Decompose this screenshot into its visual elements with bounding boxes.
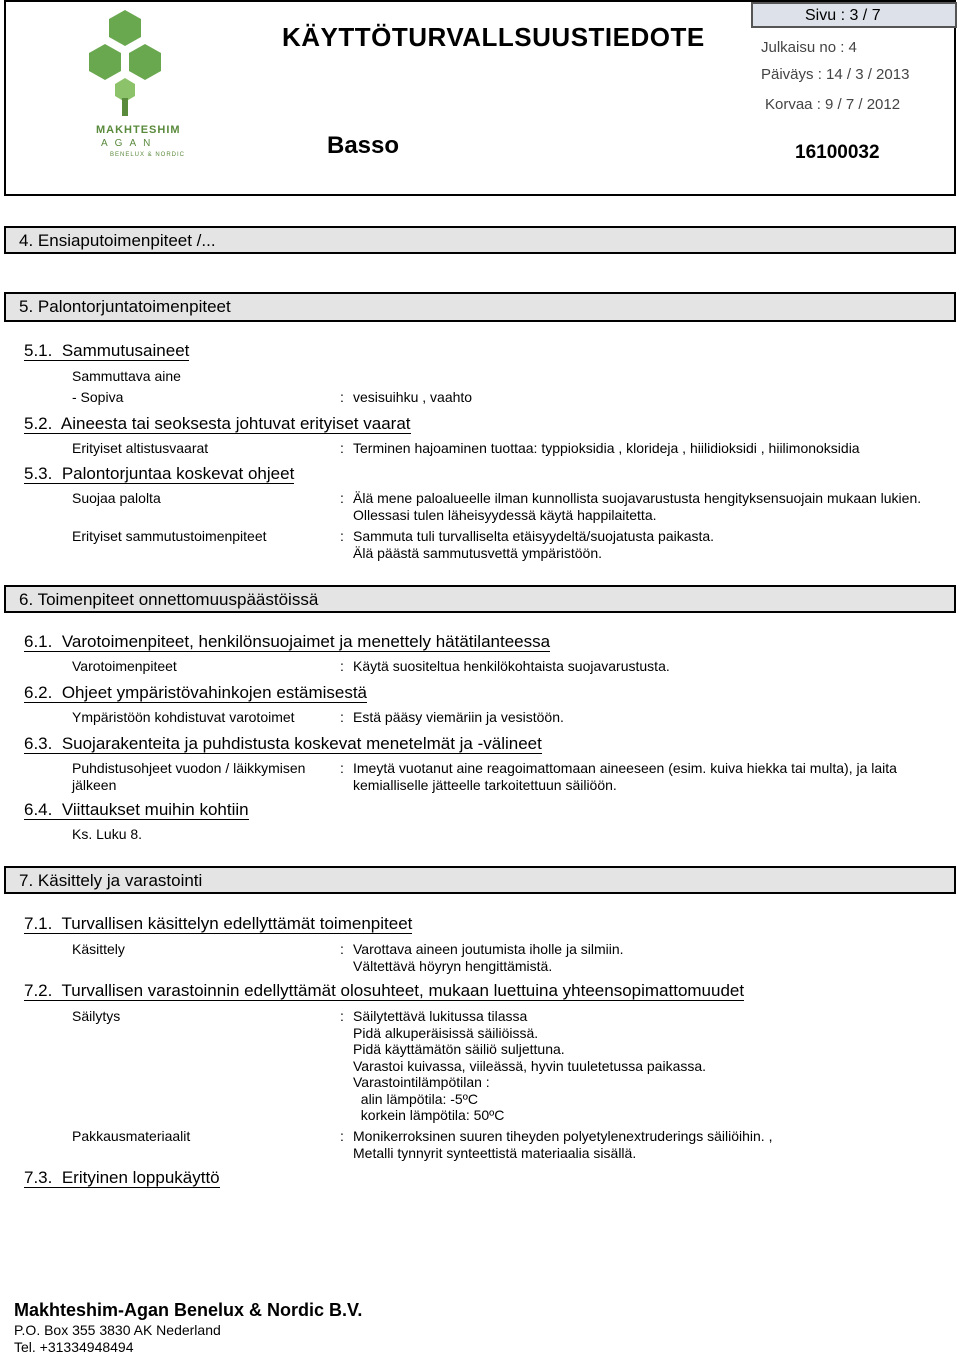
page-number: Sivu : 3 / 7 [805,7,881,24]
product-name: Basso [327,132,400,159]
section-6-title: 6. Toimenpiteet onnettomuuspäästöissä [19,590,319,609]
section-6-bar [4,585,956,613]
section-7-bar [4,866,956,894]
page-number-box [751,2,957,28]
colon: : [340,440,344,456]
colon: : [340,528,344,544]
value-environmental: Estä pääsy viemäriin ja vesistöön. [353,709,564,725]
value-special-hazards: Terminen hajoaminen tuottaa: typpioksidia , klorideja , hiilidioksidi , hiilimonoksidia [353,440,860,456]
product-code: 16100032 [795,142,880,163]
value-precautions: Käytä suositeltua henkilökohtaista suojavarustusta. [353,658,670,674]
section-5-title: 5. Palontorjuntatoimenpiteet [19,297,231,316]
value-suitable: vesisuihku , vaahto [353,389,473,405]
label-storage: Säilytys [72,1008,121,1024]
subsection-5-2-heading: 5.2. Aineesta tai seoksesta johtuvat erityiset vaarat [24,414,411,433]
value-storage [353,1008,706,1124]
subsection-7-3-heading: 7.3. Erityinen loppukäyttö [24,1168,220,1187]
storage-line: Varastointilämpötilan : [353,1074,490,1090]
colon: : [340,709,344,725]
colon: : [340,389,344,405]
footer-address: P.O. Box 355 3830 AK Nederland [14,1322,221,1338]
label-extinguishing-agent: Sammuttava aine [72,368,181,384]
subsection-6-4-heading: 6.4. Viittaukset muihin kohtiin [24,800,249,819]
value-protect-from-fire: Älä mene paloalueelle ilman kunnollista suojavarustusta hengityksensuojain mukaan lukien. Ollessasi tulen läheisyydessä käytä happilaitetta. [353,490,922,523]
label-cleanup: Puhdistusohjeet vuodon / läikkymisen jälkeen [72,760,306,793]
subsection-6-3-heading: 6.3. Suojarakenteita ja puhdistusta koskevat menetelmät ja -välineet [24,734,542,753]
logo-text-agan: AGAN [101,138,158,149]
logo-text-main: MAKHTESHIM [96,124,181,136]
subsection-5-3-heading: 5.3. Palontorjuntaa koskevat ohjeet [24,464,295,483]
value-handling: Varottava aineen joutumista iholle ja silmiin. Vältettävä höyryn hengittämistä. [353,941,624,974]
section-7-title: 7. Käsittely ja varastointi [19,871,203,890]
label-protect-from-fire: Suojaa palolta [72,490,161,506]
storage-line: Pidä käyttämätön säiliö suljettuna. [353,1041,565,1057]
label-environmental: Ympäristöön kohdistuvat varotoimet [72,709,295,725]
document-title: KÄYTTÖTURVALLSUUSTIEDOTE [282,22,705,52]
subsection-6-1-heading: 6.1. Varotoimenpiteet, henkilönsuojaimet ja menettely hätätilanteessa [24,632,551,651]
value-packaging: Monikerroksinen suuren tiheyden polyetylenextruderings säiliöihin. , Metalli tynnyrit synteettistä materiaalia sisällä. [353,1128,773,1161]
storage-line: Varastoi kuivassa, viileässä, hyvin tuuletetussa paikassa. [353,1057,707,1074]
colon: : [340,1128,344,1144]
colon: : [340,658,344,674]
storage-line: korkein lämpötila: 50ºC [353,1107,505,1123]
subsection-6-2-heading: 6.2. Ohjeet ympäristövahinkojen estämisestä [24,683,368,702]
section-4-bar [4,226,956,254]
subsection-7-2-heading: 7.2. Turvallisen varastoinnin edellyttämät olosuhteet, mukaan luettuina yhteensopimattomuudet [24,981,745,1000]
value-cleanup: Imeytä vuotanut aine reagoimattomaan aineeseen (esim. kuiva hiekka tai multa), ja laita kemialliselle jätteelle tarkoitettuun säiliöön. [353,760,897,793]
storage-line: alin lämpötila: -5ºC [353,1090,478,1107]
storage-line: Pidä alkuperäisissä säiliöissä. [353,1024,539,1041]
section-5-bar [4,292,956,322]
label-precautions: Varotoimenpiteet [72,658,177,674]
replaces-date: Korvaa : 9 / 7 / 2012 [765,96,901,113]
document-header [4,0,956,196]
label-suitable: - Sopiva [72,389,124,405]
storage-line: Säilytettävä lukitussa tilassa [353,1008,528,1024]
label-special-hazards: Erityiset altistusvaarat [72,440,209,456]
label-handling: Käsittely [72,941,125,957]
issue-date: Päiväys : 14 / 3 / 2013 [761,66,910,83]
issue-number: Julkaisu no : 4 [761,39,857,56]
colon: : [340,760,344,776]
label-special-firefighting: Erityiset sammutustoimenpiteet [72,528,267,544]
reference-text: Ks. Luku 8. [72,826,143,842]
company-logo-icon [70,8,180,118]
footer-company: Makhteshim-Agan Benelux & Nordic B.V. [14,1300,363,1320]
section-4-title: 4. Ensiaputoimenpiteet /... [19,231,216,250]
logo-text-region: BENELUX & NORDIC [110,152,186,158]
subsection-7-1-heading: 7.1. Turvallisen käsittelyn edellyttämät toimenpiteet [24,914,413,933]
colon: : [340,941,344,957]
subsection-5-1-heading: 5.1. Sammutusaineet [24,341,190,360]
value-special-firefighting: Sammuta tuli turvalliselta etäisyydeltä/suojatusta paikasta. Älä päästä sammutusvettä ympäristöön. [353,528,715,561]
colon: : [340,490,344,506]
footer-phone: Tel. +31334948494 [14,1339,134,1355]
label-packaging: Pakkausmateriaalit [72,1128,191,1144]
colon: : [340,1008,344,1024]
